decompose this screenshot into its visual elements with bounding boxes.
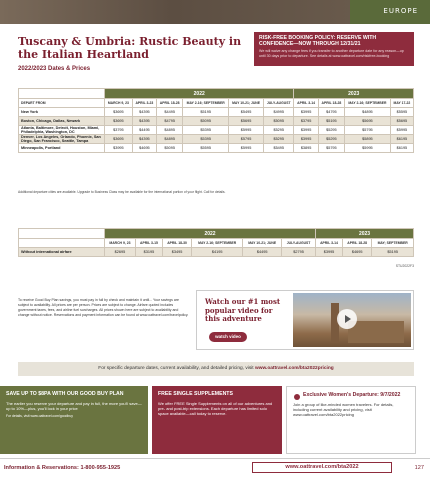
women-icon xyxy=(294,394,300,400)
column-header: APRIL 3-15 xyxy=(135,239,162,248)
price-cell: $4895 xyxy=(157,135,183,144)
city-cell: Atlanta, Baltimore, Detroit, Houston, Miami, Philadelphia, Washington, DC xyxy=(19,126,105,135)
column-header xyxy=(19,239,105,248)
price-cell: $5195 xyxy=(318,117,344,126)
footer-url[interactable]: www.oattravel.com/bta2022 xyxy=(252,462,392,473)
table-row xyxy=(19,117,414,126)
column-header: APRIL 18-28 xyxy=(343,239,372,248)
price-cell: $4395 xyxy=(132,108,156,117)
section-tab xyxy=(350,0,430,24)
table-row xyxy=(19,144,414,153)
price-cell: $4895 xyxy=(345,108,391,117)
column-header: APRIL 3-23 xyxy=(132,99,156,108)
table-row xyxy=(19,126,414,135)
price-cell: $5195 xyxy=(183,108,229,117)
price-cell: $3695 xyxy=(105,117,133,126)
column-header: MAY; SEPTEMBER xyxy=(372,239,414,248)
price-cell: $3495 xyxy=(162,248,191,257)
table-row xyxy=(19,135,414,144)
price-cell: $5995 xyxy=(390,126,413,135)
single-heading: FREE SINGLE SUPPLEMENTS xyxy=(158,391,233,397)
year-2023: 2023 xyxy=(294,89,414,99)
price-cell: $5095 xyxy=(157,144,183,153)
price-cell: $5595 xyxy=(390,108,413,117)
price-cell: $5695 xyxy=(390,117,413,126)
price-cell: $5795 xyxy=(229,135,264,144)
column-header: MAY 2-16; SEPTEMBER xyxy=(183,99,229,108)
city-cell: Denver, Los Angeles, Orlando, Phoenix, San Diego, San Francisco, Seattle, Tampa xyxy=(19,135,105,144)
price-cell: $5695 xyxy=(345,117,391,126)
price-cell: $6195 xyxy=(390,135,413,144)
column-header: MARCH 9, 23 xyxy=(105,239,136,248)
column-header: MAY 10-21; JUNE xyxy=(243,239,282,248)
price-cell: $2695 xyxy=(105,248,136,257)
price-cell: $3695 xyxy=(105,108,133,117)
price-cell: $5095 xyxy=(183,117,229,126)
column-header: MAY 2-16; SEPTEMBER xyxy=(192,239,243,248)
column-header: MAY 17-22 xyxy=(390,99,413,108)
page-title: Tuscany & Umbria: Rustic Beauty in the Italian Heartland xyxy=(18,35,242,61)
good-buy-link[interactable]: For details, visit www.oattravel.com/goodbuy xyxy=(6,413,73,418)
price-cell: $5395 xyxy=(183,126,229,135)
price-cell: $5195 xyxy=(372,248,414,257)
column-header: JULY-AUGUST xyxy=(282,239,316,248)
price-cell: $3795 xyxy=(105,126,133,135)
airfare-note: Additional departure cities are available. Upgrade to Business Class may be available for the international portion of your flight. Call for details. xyxy=(18,190,226,194)
price-cell: $3895 xyxy=(294,144,318,153)
price-cell: $4195 xyxy=(192,248,243,257)
price-cell: $5795 xyxy=(318,144,344,153)
price-cell: $4495 xyxy=(157,108,183,117)
risk-body: We will waive any change fees if you transfer to another departure date for any reason—up until 30 days prior to departure. See details at www.oattravel.com/riskfree-booking xyxy=(259,49,404,58)
price-cell: $5495 xyxy=(264,144,294,153)
blank-cell xyxy=(19,229,105,239)
price-cell: $5095 xyxy=(264,117,294,126)
column-header: APRIL 18-28 xyxy=(157,99,183,108)
price-cell: $4395 xyxy=(132,117,156,126)
section-label: EUROPE xyxy=(383,7,418,15)
price-cell: $5295 xyxy=(264,135,294,144)
price-cell: $4995 xyxy=(264,108,294,117)
building-shape xyxy=(348,321,404,343)
price-cell: $3995 xyxy=(294,126,318,135)
price-cell: $5895 xyxy=(345,135,391,144)
price-cell: $5295 xyxy=(318,135,344,144)
play-icon[interactable] xyxy=(337,309,357,329)
header-banner xyxy=(0,0,430,24)
price-cell: $4695 xyxy=(132,144,156,153)
price-table xyxy=(18,88,414,153)
footer xyxy=(0,458,430,480)
price-cell: $5495 xyxy=(229,108,264,117)
year-2022: 2022 xyxy=(105,229,316,239)
price-cell: $4795 xyxy=(157,117,183,126)
column-header: DEPART FROM xyxy=(19,99,105,108)
table-row xyxy=(19,248,414,257)
city-cell: Boston, Chicago, Dallas, Newark xyxy=(19,117,105,126)
womens-heading: Exclusive Women's Departure: 9/7/2022 xyxy=(303,392,401,398)
column-header: JULY-AUGUST xyxy=(264,99,294,108)
tour-code: STU2022F3 xyxy=(395,264,414,268)
city-cell: Minneapolis, Portland xyxy=(19,144,105,153)
year-2022: 2022 xyxy=(105,89,294,99)
price-cell: $3995 xyxy=(294,108,318,117)
watch-video-button[interactable]: watch video xyxy=(209,332,247,342)
good-buy-text: The earlier you reserve your departure and pay in full, the more you'll save—up to 10%—plus, you'll lock in your price xyxy=(6,400,142,411)
price-cell: $4395 xyxy=(132,135,156,144)
price-cell: $3195 xyxy=(135,248,162,257)
price-cell: $4895 xyxy=(157,126,183,135)
table-row xyxy=(19,108,414,117)
phone-info: Information & Reservations: 1-800-955-1925 xyxy=(4,465,121,471)
price-cell: $6195 xyxy=(390,144,413,153)
column-header: MAY 2-16; SEPTEMBER xyxy=(345,99,391,108)
pricing-link[interactable]: www.oattravel.com/bta2022pricing xyxy=(254,366,334,371)
price-cell: $4795 xyxy=(318,108,344,117)
single-text: We offer FREE Single Supplements on all of our adventures and pre- and post-trip extensions. Each departure has limited solo space available—call today to reserve. xyxy=(158,400,273,416)
price-cell: $3995 xyxy=(316,248,343,257)
terms-paragraph: To receive Good Buy Plan savings, you must pay in full by check and maintain it until... Your savings are subject to availability. All prices are per person. Prices are subject to change. Airfare quoted includes government taxes, fees, and airline fuel surcharges. All prices shown here are subject to availability and change without notice. Reservations and payment information can be found at www.oattravel.com/travelpolicy. xyxy=(18,298,189,317)
city-cell: New York xyxy=(19,108,105,117)
blank-cell xyxy=(19,89,105,99)
pricing-strip xyxy=(18,362,414,376)
womens-text: Join a group of like-minded women travelers. For details, including current availability and pricing, visit www.oattravel.com/bta2022pricing xyxy=(293,401,394,417)
video-title: Watch our #1 most popular video for this adventure xyxy=(205,297,281,323)
price-cell: $2795 xyxy=(282,248,316,257)
column-header: MARCH 9, 23 xyxy=(105,99,133,108)
price-cell: $5295 xyxy=(264,126,294,135)
column-header: APRIL 18-30 xyxy=(162,239,191,248)
womens-departure-box xyxy=(286,386,416,454)
price-cell: $5995 xyxy=(345,144,391,153)
good-buy-box xyxy=(0,386,148,454)
risk-heading: RISK-FREE BOOKING POLICY: RESERVE WITH CONFIDENCE—NOW THROUGH 12/31/21 xyxy=(259,35,377,47)
price-cell: $4495 xyxy=(132,126,156,135)
price-cell: $5995 xyxy=(229,126,264,135)
price-cell: $5595 xyxy=(183,144,229,153)
land-only-table xyxy=(18,228,414,257)
price-cell: $5295 xyxy=(318,126,344,135)
single-supplement-box xyxy=(152,386,282,454)
price-cell: $3995 xyxy=(105,144,133,153)
column-header: APRIL 18-28 xyxy=(318,99,344,108)
price-cell: $5395 xyxy=(183,135,229,144)
price-cell: $4695 xyxy=(343,248,372,257)
video-thumbnail[interactable] xyxy=(293,293,411,347)
price-cell: $3695 xyxy=(105,135,133,144)
dates-heading: 2022/2023 Dates & Prices xyxy=(18,66,91,72)
price-cell: $5995 xyxy=(229,144,264,153)
video-promo xyxy=(196,290,414,350)
good-buy-heading: SAVE UP TO $8PA WITH OUR GOOD BUY PLAN xyxy=(6,391,124,397)
risk-free-box xyxy=(254,32,414,66)
column-header: APRIL 3-14 xyxy=(294,99,318,108)
column-header: MAY 10-21; JUNE xyxy=(229,99,264,108)
page-number: 127 xyxy=(414,465,424,471)
column-header: APRIL 3-14 xyxy=(316,239,343,248)
row-label: Without international airfare xyxy=(19,248,105,257)
strip-text: For specific departure dates, current availability, and detailed pricing, visit xyxy=(98,366,254,371)
price-cell: $5795 xyxy=(345,126,391,135)
price-cell: $4495 xyxy=(243,248,282,257)
price-cell: $3995 xyxy=(294,135,318,144)
price-cell: $5695 xyxy=(229,117,264,126)
price-cell: $3795 xyxy=(294,117,318,126)
year-2023: 2023 xyxy=(316,229,414,239)
